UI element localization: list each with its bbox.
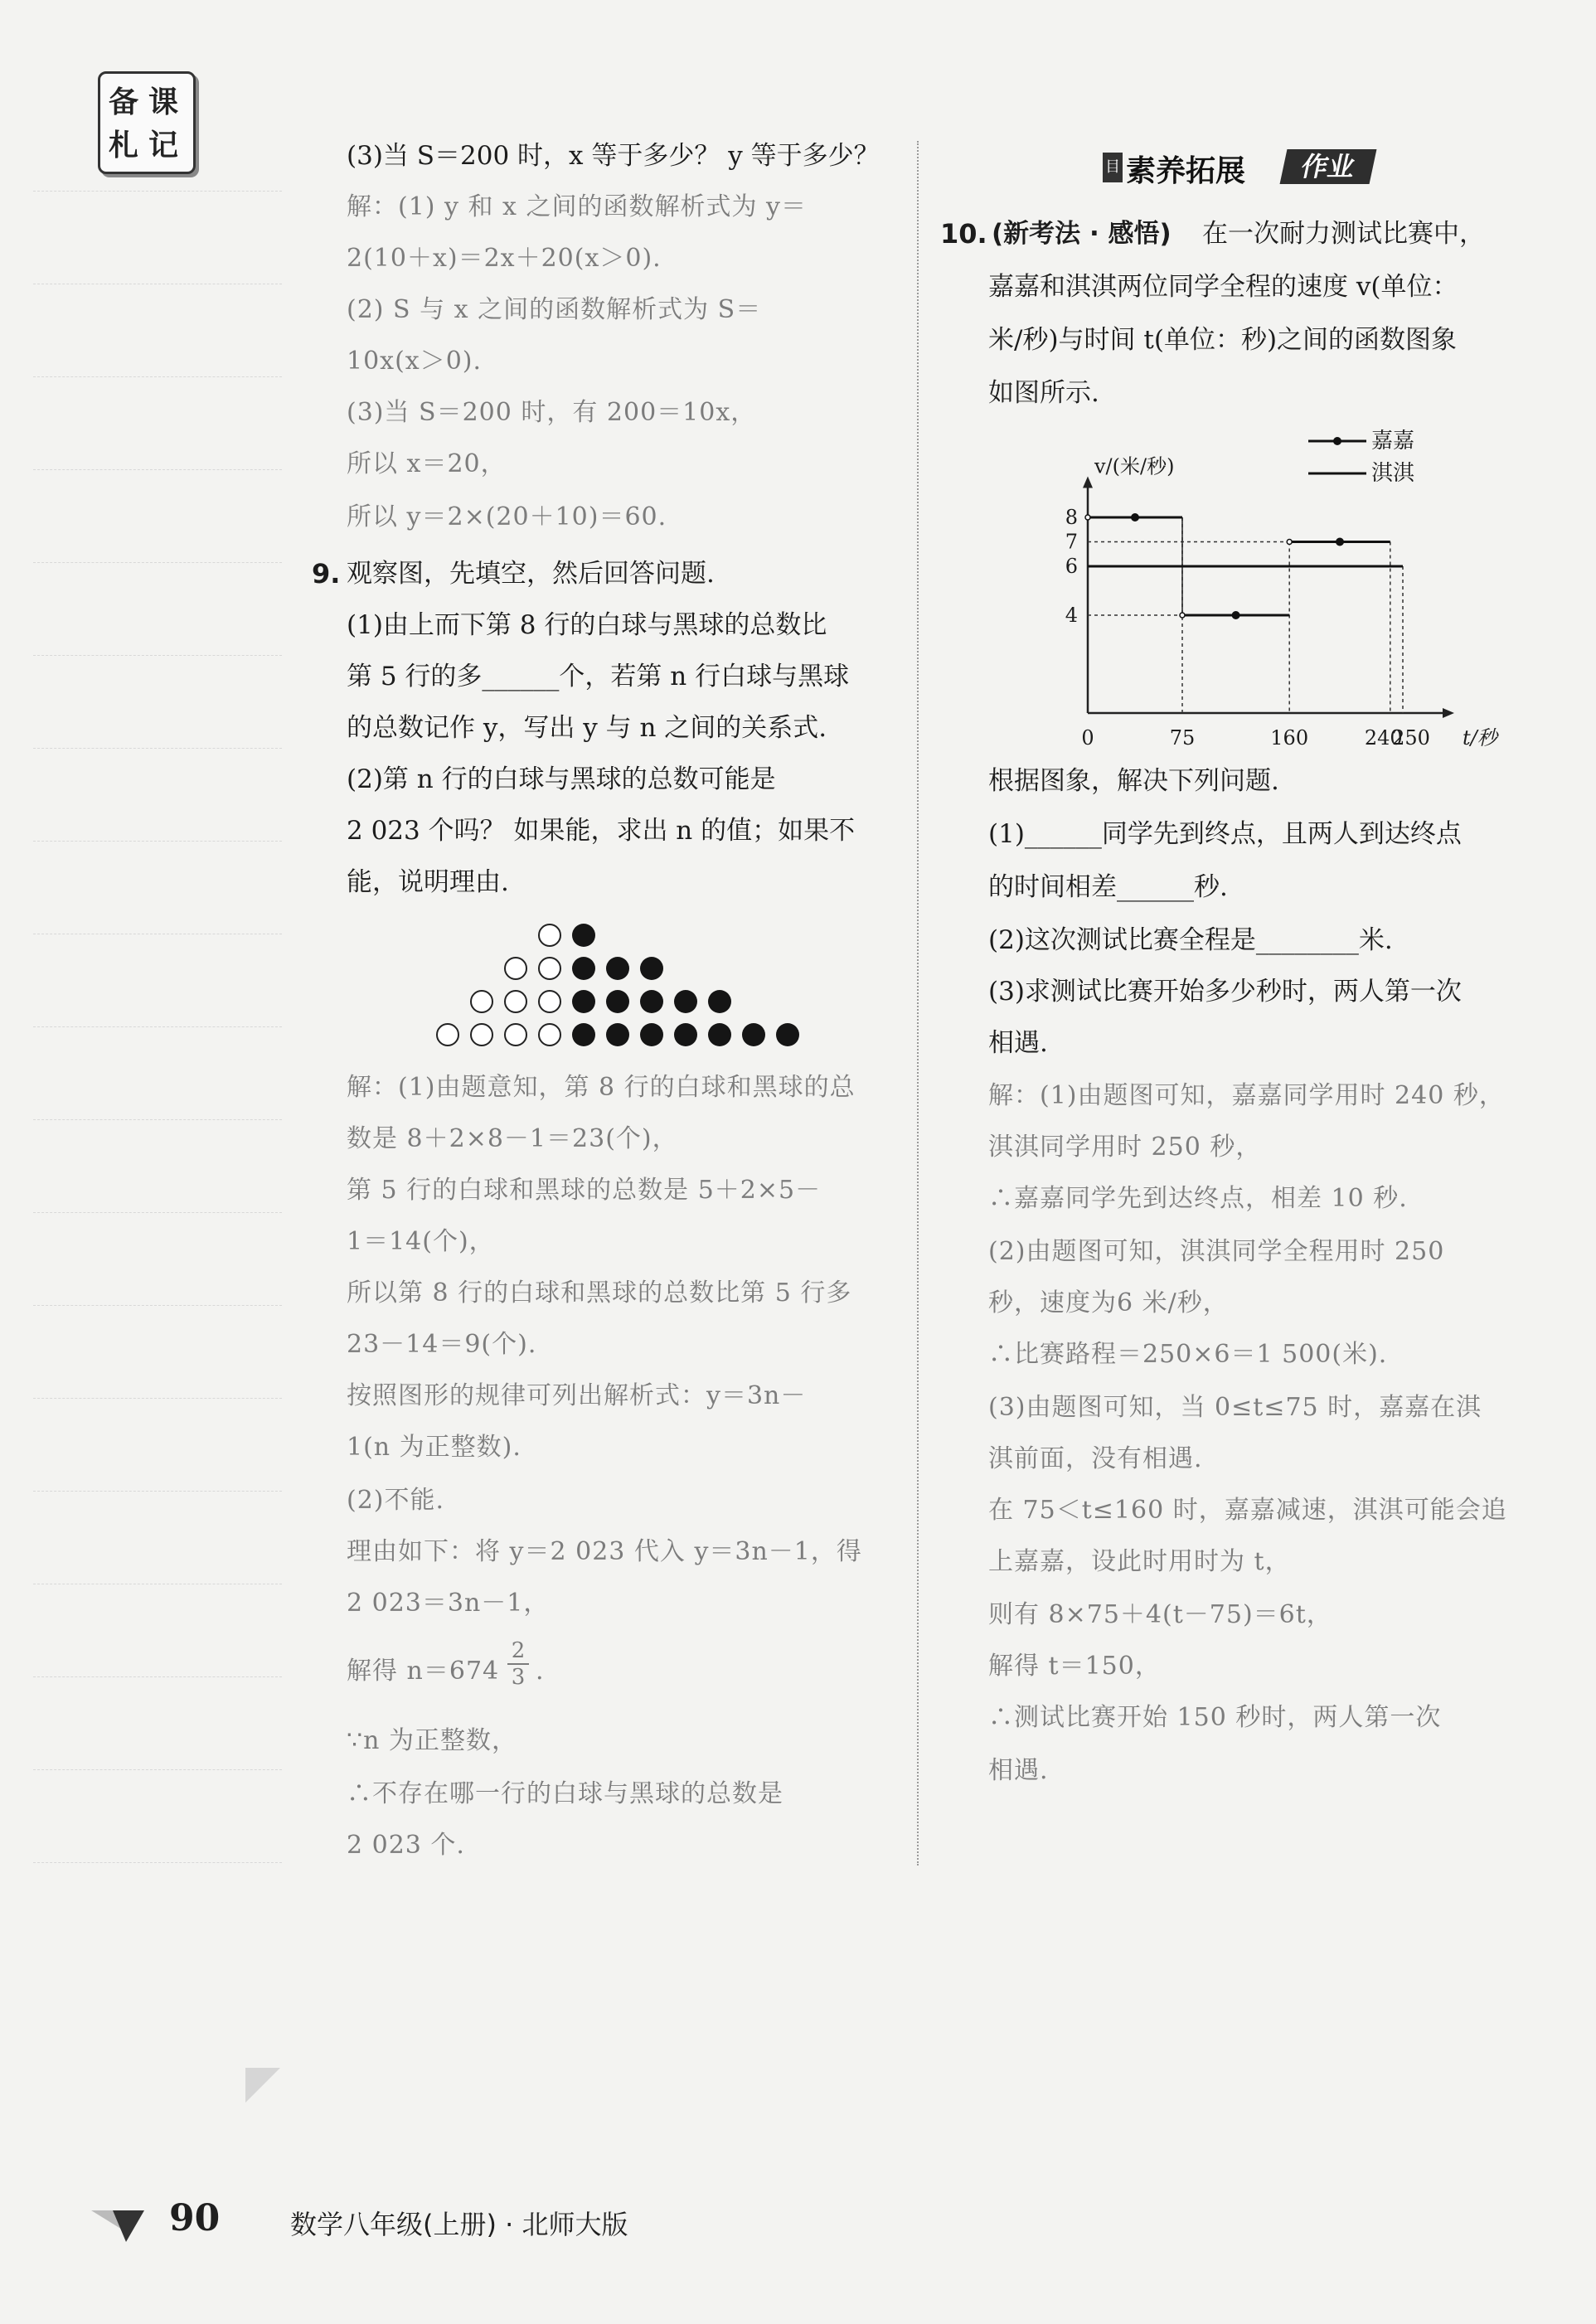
answer-line: 第 5 行的白球和黑球的总数是 5＋2×5－	[347, 1176, 822, 1205]
notes-char: 备	[109, 85, 139, 119]
notes-margin-lines	[33, 191, 282, 2015]
answer-line: 相遇.	[988, 1756, 1049, 1785]
answer-line: 淇前面，没有相遇.	[988, 1444, 1203, 1473]
black-ball	[640, 957, 663, 980]
notes-line	[33, 1398, 282, 1399]
answer-line: 1(n 为正整数).	[347, 1433, 521, 1462]
black-ball	[606, 1023, 629, 1046]
answer-line: 23－14＝9(个).	[347, 1330, 537, 1359]
black-ball	[572, 957, 595, 980]
x-tick-label: 160	[1270, 726, 1309, 750]
fraction-denominator: 3	[507, 1663, 529, 1690]
legend-label-jiajia: 嘉嘉	[1371, 429, 1415, 454]
question-line: 米/秒)与时间 t(单位：秒)之间的函数图象	[988, 325, 1458, 355]
white-ball	[470, 1023, 493, 1046]
white-ball	[538, 1023, 561, 1046]
notes-line	[33, 1676, 282, 1677]
period: .	[536, 1657, 545, 1686]
question-tag: (新考法 · 感悟)	[992, 219, 1172, 249]
white-ball	[504, 1023, 527, 1046]
answer-line: 理由如下：将 y＝2 023 代入 y＝3n－1，得	[347, 1537, 862, 1566]
notes-line	[33, 562, 282, 563]
white-ball	[538, 924, 561, 947]
segment-start-point	[1287, 540, 1292, 545]
answer-line: 淇淇同学用时 250 秒，	[988, 1133, 1262, 1162]
question-line: (1)______同学先到终点，且两人到达终点	[988, 819, 1462, 849]
legend-marker-jiajia	[1333, 437, 1341, 445]
black-ball	[572, 924, 595, 947]
column-divider	[917, 141, 919, 1866]
x-tick-label: 75	[1169, 726, 1196, 750]
black-ball	[572, 990, 595, 1013]
notes-line	[33, 1119, 282, 1120]
section-mark: 目	[1103, 153, 1123, 182]
notes-line	[33, 841, 282, 842]
black-ball	[708, 1023, 731, 1046]
speed-time-chart	[1045, 419, 1497, 750]
answer-line: 按照图形的规律可列出解析式：y＝3n－	[347, 1381, 807, 1410]
black-ball	[606, 957, 629, 980]
answer-line: (2)不能.	[347, 1486, 445, 1515]
corner-decoration	[242, 2064, 284, 2106]
x-tick-label: 250	[1392, 726, 1430, 750]
y-axis-arrow	[1083, 477, 1093, 488]
black-ball	[776, 1023, 799, 1046]
x-axis-arrow	[1443, 708, 1454, 718]
black-ball	[640, 990, 663, 1013]
legend-label-qiqi: 淇淇	[1371, 461, 1415, 486]
x-tick-label: 0	[1081, 726, 1094, 750]
black-ball	[708, 990, 731, 1013]
black-ball	[572, 1023, 595, 1046]
y-axis-label: v/(米/秒)	[1094, 454, 1175, 478]
notes-line	[33, 1212, 282, 1213]
notes-char: 课	[148, 85, 179, 119]
answer-line: 解：(1)由题图可知，嘉嘉同学用时 240 秒，	[988, 1081, 1505, 1110]
answer-line: (2)由题图可知，淇淇同学全程用时 250	[988, 1237, 1445, 1266]
answer-line: 上嘉嘉，设此时用时为 t，	[988, 1547, 1291, 1576]
series-point	[1232, 611, 1240, 619]
answer-line: 解：(1) y 和 x 之间的函数解析式为 y＝	[347, 192, 807, 221]
white-ball	[470, 990, 493, 1013]
lesson-notes-badge	[98, 71, 196, 174]
white-ball	[436, 1023, 459, 1046]
answer-line: ∴测试比赛开始 150 秒时，两人第一次	[988, 1703, 1442, 1732]
answer-line: (2) S 与 x 之间的函数解析式为 S＝	[347, 295, 762, 324]
white-ball	[538, 957, 561, 980]
black-ball	[674, 1023, 697, 1046]
answer-line: 解得 t＝150，	[988, 1652, 1161, 1681]
answer-line: ∴比赛路程＝250×6＝1 500(米).	[988, 1340, 1388, 1369]
answer-line: 解得 n＝674	[347, 1657, 500, 1686]
book-title: 数学八年级(上册) · 北师大版	[290, 2209, 628, 2240]
white-ball	[504, 957, 527, 980]
question-line: 第 5 行的多______个，若第 n 行白球与黑球	[347, 662, 850, 691]
question-line: 的时间相差______秒.	[988, 872, 1228, 902]
notes-line	[33, 748, 282, 749]
answer-line: 所以 x＝20，	[347, 449, 507, 478]
x-axis-label: t/秒	[1463, 726, 1497, 750]
fraction-numerator: 2	[511, 1638, 526, 1663]
answer-line: 在 75＜t≤160 时，嘉嘉减速，淇淇可能会追	[988, 1496, 1507, 1525]
notes-line	[33, 191, 282, 192]
notes-line	[33, 1026, 282, 1027]
white-ball	[504, 990, 527, 1013]
answer-line: ∵n 为正整数，	[347, 1726, 517, 1755]
fraction	[507, 1638, 529, 1690]
section-title: 素养拓展	[1126, 154, 1246, 188]
answer-line: 则有 8×75＋4(t－75)＝6t，	[988, 1600, 1332, 1629]
question-line: 的总数记作 y，写出 y 与 n 之间的关系式.	[347, 713, 827, 743]
question-number: 9.	[312, 558, 341, 589]
segment-start-point	[1085, 515, 1090, 520]
section-tag: 作业	[1280, 149, 1377, 184]
black-ball	[742, 1023, 765, 1046]
answer-line: 解：(1)由题意知，第 8 行的白球和黑球的总	[347, 1073, 856, 1102]
answer-line: ∴嘉嘉同学先到达终点，相差 10 秒.	[988, 1184, 1408, 1213]
series-point	[1131, 513, 1139, 522]
question-line: (3)求测试比赛开始多少秒时，两人第一次	[988, 977, 1462, 1007]
question-line: (3)当 S＝200 时，x 等于多少？ y 等于多少？	[347, 141, 880, 171]
notes-line	[33, 1769, 282, 1770]
notes-char: 记	[148, 128, 179, 163]
black-ball	[640, 1023, 663, 1046]
answer-line: 所以第 8 行的白球和黑球的总数比第 5 行多	[347, 1278, 852, 1308]
answer-line: 2 023 个.	[347, 1831, 465, 1860]
footer-arrow-decoration	[90, 2199, 148, 2249]
answer-line: 1＝14(个)，	[347, 1227, 495, 1256]
question-number: 10.	[940, 218, 987, 250]
answer-line: 秒，速度为6 米/秒，	[988, 1288, 1229, 1317]
answer-line: (3)当 S＝200 时，有 200＝10x，	[347, 398, 757, 427]
question-line: 嘉嘉和淇淇两位同学全程的速度 v(单位：	[988, 272, 1458, 302]
page-number: 90	[169, 2197, 221, 2239]
y-tick-label: 7	[1065, 530, 1078, 554]
black-ball	[674, 990, 697, 1013]
question-line: (2)第 n 行的白球与黑球的总数可能是	[347, 764, 776, 794]
question-line: 在一次耐力测试比赛中，	[1202, 219, 1485, 249]
answer-line: 数是 8＋2×8－1＝23(个)，	[347, 1124, 678, 1153]
y-tick-label: 4	[1065, 604, 1078, 627]
notes-line	[33, 655, 282, 656]
notes-line	[33, 1862, 282, 1863]
y-tick-label: 8	[1065, 506, 1078, 529]
answer-line: 10x(x＞0).	[347, 347, 483, 376]
answer-line: 2 023＝3n－1，	[347, 1589, 550, 1618]
notes-line	[33, 376, 282, 377]
x-tick-label: 240	[1364, 726, 1403, 750]
question-stem: 观察图，先填空，然后回答问题.	[347, 559, 715, 589]
question-line: 2 023 个吗？ 如果能，求出 n 的值；如果不	[347, 816, 856, 846]
notes-line	[33, 1305, 282, 1306]
notes-line	[33, 469, 282, 470]
y-tick-label: 6	[1065, 555, 1078, 578]
notes-line	[33, 1491, 282, 1492]
question-line: (2)这次测试比赛全程是________米.	[988, 925, 1393, 955]
question-line: (1)由上而下第 8 行的白球与黑球的总数比	[347, 610, 827, 640]
answer-line: 2(10＋x)＝2x＋20(x＞0).	[347, 244, 662, 273]
series-point	[1336, 538, 1344, 546]
answer-line: (3)由题图可知，当 0≤t≤75 时，嘉嘉在淇	[988, 1393, 1482, 1422]
black-ball	[606, 990, 629, 1013]
answer-line: ∴不存在哪一行的白球与黑球的总数是	[347, 1779, 783, 1808]
answer-line: 所以 y＝2×(20＋10)＝60.	[347, 502, 667, 531]
white-ball	[538, 990, 561, 1013]
question-line: 相遇.	[988, 1028, 1048, 1058]
question-line: 能，说明理由.	[347, 867, 509, 897]
question-line: 根据图象，解决下列问题.	[988, 766, 1279, 796]
segment-start-point	[1180, 613, 1185, 618]
notes-char: 札	[109, 128, 139, 163]
question-line: 如图所示.	[988, 378, 1099, 408]
